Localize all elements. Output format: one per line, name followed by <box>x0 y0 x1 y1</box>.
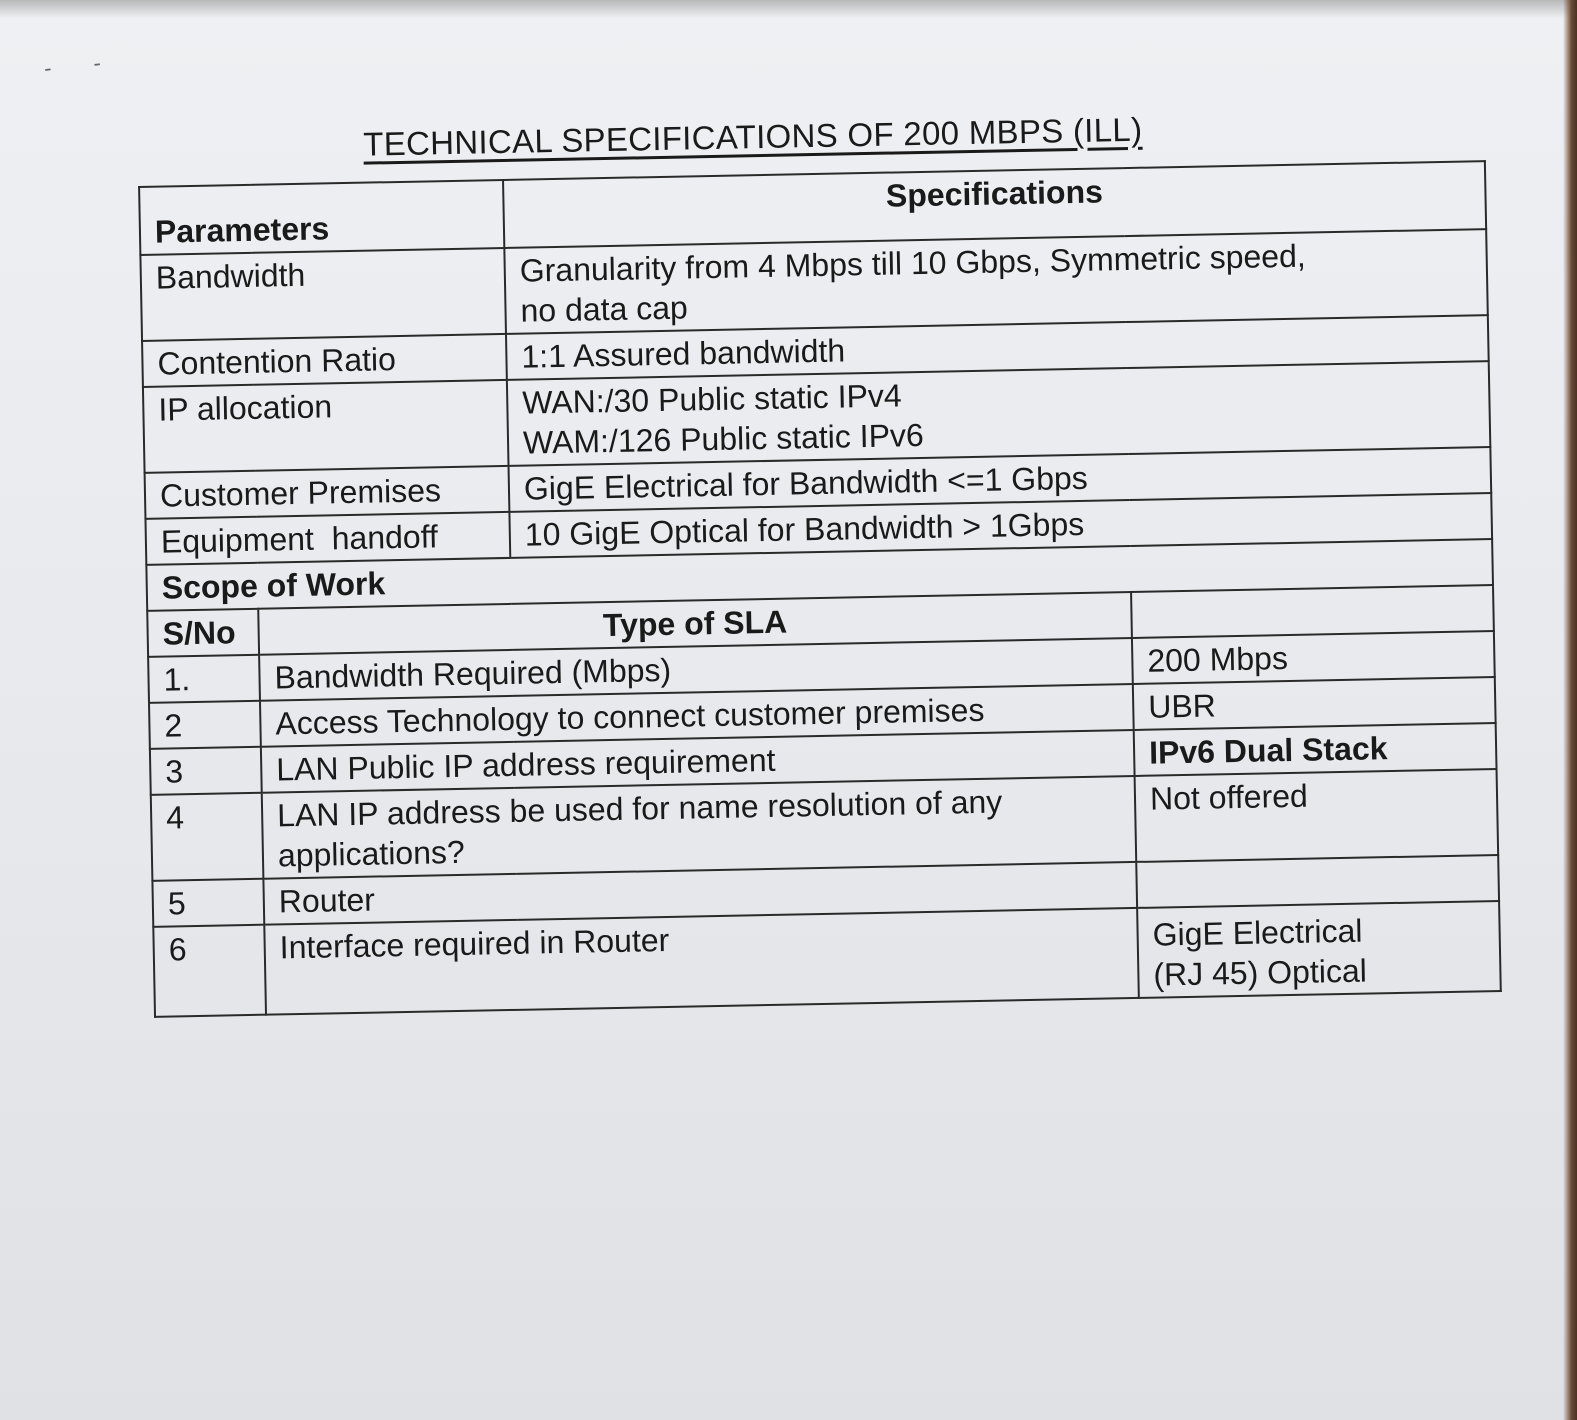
specifications-table <box>138 160 1502 1018</box>
sla-type: LAN IP address be used for name resolution of any applications? <box>262 776 1136 879</box>
sla-type: LAN Public IP address requirement <box>261 730 1135 793</box>
scope-of-work-heading: Scope of Work <box>146 539 1493 611</box>
sla-value: 200 Mbps <box>1132 631 1495 684</box>
sla-value: IPv6 Dual Stack <box>1134 723 1497 776</box>
sla-sno: 4 <box>151 793 264 881</box>
sla-type: Router <box>263 862 1137 925</box>
sla-sno: 2 <box>149 701 261 749</box>
sla-sno: 5 <box>152 879 264 927</box>
sla-type: Interface required in Router <box>264 908 1139 1015</box>
parameter-cell: Customer Premises <box>145 466 510 519</box>
sla-type: Bandwidth Required (Mbps) <box>259 638 1133 701</box>
parameter-cell: Contention Ratio <box>142 334 507 387</box>
page-marks: - - <box>42 48 120 81</box>
specification-cell: 1:1 Assured bandwidth <box>506 315 1489 380</box>
sla-value: UBR <box>1133 677 1496 730</box>
document-title: TECHNICAL SPECIFICATIONS OF 200 MBPS (ILL) <box>362 110 1143 163</box>
sla-value-header <box>1131 585 1494 638</box>
sla-value: GigE Electrical (RJ 45) Optical <box>1137 901 1501 998</box>
sla-type: Access Technology to connect customer premises <box>260 684 1134 747</box>
specification-cell: GigE Electrical for Bandwidth <=1 Gbps <box>509 447 1492 512</box>
sla-sno: 6 <box>153 925 266 1017</box>
sla-sno: 3 <box>150 747 262 795</box>
parameter-cell: IP allocation <box>143 380 509 473</box>
top-shadow <box>0 0 1577 18</box>
specification-cell: Granularity from 4 Mbps till 10 Gbps, Symmetric speed, no data cap <box>504 229 1487 334</box>
specification-cell: WAN:/30 Public static IPv4 WAM:/126 Public static IPv6 <box>507 361 1490 466</box>
document-content <box>137 104 1500 1018</box>
sno-header: S/No <box>147 609 259 657</box>
specifications-header: Specifications <box>503 161 1486 248</box>
sla-type-header: Type of SLA <box>258 592 1132 655</box>
parameter-cell: Bandwidth <box>140 248 506 341</box>
page-edge <box>1563 0 1577 1420</box>
parameters-header: Parameters <box>139 180 504 255</box>
sla-value: Not offered <box>1135 769 1499 862</box>
sla-value <box>1136 855 1499 908</box>
sla-sno: 1. <box>148 655 260 703</box>
parameter-cell: Equipment handoff <box>145 512 510 565</box>
specification-cell: 10 GigE Optical for Bandwidth > 1Gbps <box>509 493 1492 558</box>
